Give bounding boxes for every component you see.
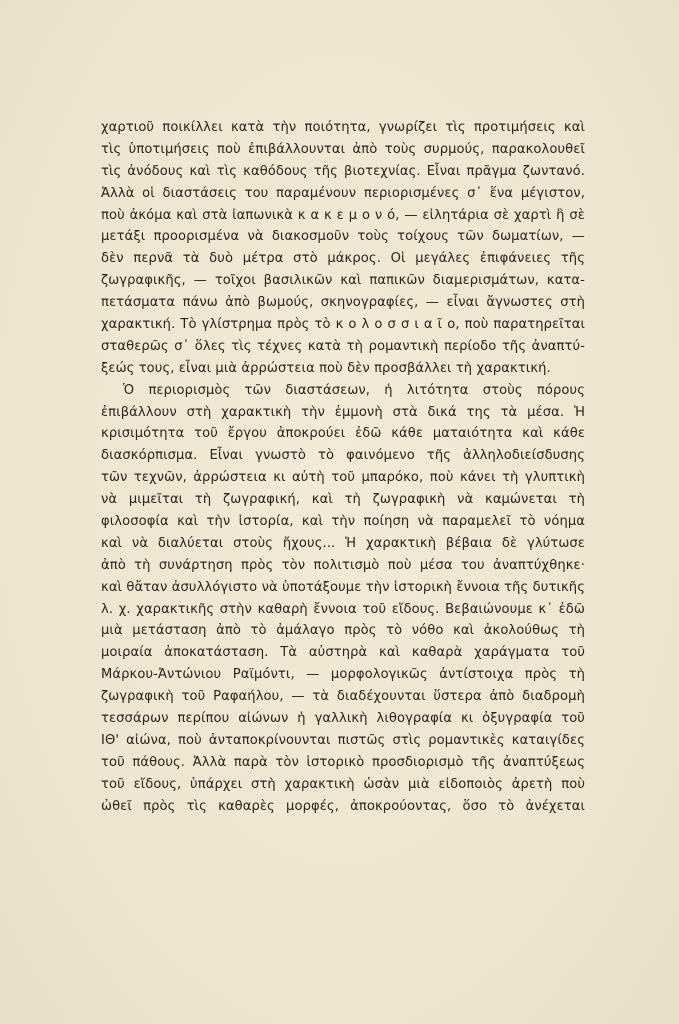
text-line: ζωγραφικῆς, — τοῖχοι βασιλικῶν καὶ παπικῶν διαμερισμάτων, κατα- bbox=[101, 273, 585, 289]
text-line: ΙΘ' αἰώνα, ποὺ ἀνταποκρίνουνται πιστῶς στὶς ρομαντικὲς καταιγίδες bbox=[101, 732, 585, 748]
text-line: Ἀλλὰ οἱ διαστάσεις του παραμένουν περιορισμένες σ᾿ ἕνα μέγιστον, bbox=[101, 185, 585, 201]
text-line: τὶς ἀνόδους καὶ τὶς καθόδους τῆς βιοτεχνίας. Εἶναι πρᾶγμα ζωντανό. bbox=[101, 163, 585, 179]
text-line: μοιραία ἀποκατάσταση. Τὰ αὐστηρὰ καὶ καθαρὰ χαράγματα τοῦ bbox=[101, 645, 585, 661]
text-line: μετάξι προορισμένα νὰ διακοσμοῦν τοὺς τοίχους τῶν δωματίων, — bbox=[101, 229, 585, 245]
body-text bbox=[101, 117, 585, 818]
text-line: τοῦ εἴδους, ὑπάρχει στὴ χαρακτικὴ ὡσὰν μιὰ εἰδοποιὸς ἀρετὴ ποὺ bbox=[101, 776, 585, 792]
text-line: Μάρκου-Ἀντώνιου Ραϊμόντι, — μορφολογικῶς ἀντίστοιχα πρὸς τὴ bbox=[101, 667, 585, 683]
text-line: ποὺ ἀκόμα καὶ στὰ ἰαπωνικὰ κ α κ ε μ ο ν ό, — εἰλητάρια σὲ χαρτὶ ἢ σὲ bbox=[101, 207, 585, 223]
text-line: Ὁ περιορισμὸς τῶν διαστάσεων, ἡ λιτότητα στοὺς πόρους bbox=[123, 382, 585, 398]
text-line: σταθερῶς σ᾿ ὅλες τὶς τέχνες κατὰ τὴ ρομαντικὴ περίοδο τῆς ἀναπτύ- bbox=[101, 338, 585, 354]
text-line: καὶ θἄταν ἀσυλλόγιστο νὰ ὑποτάξουμε τὴν ἱστορικὴ ἔννοια τῆς δυτικῆς bbox=[101, 579, 585, 595]
text-line: δὲν περνᾶ τὰ δυὸ μέτρα στὸ μάκρος. Οἱ μεγάλες ἐπιφάνειες τῆς bbox=[101, 251, 585, 267]
text-line: καὶ νὰ διαλύεται στοὺς ἤχους... Ἡ χαρακτικὴ βέβαια δὲ γλύτωσε bbox=[101, 535, 585, 551]
text-line: ἐπιβάλλουν στὴ χαρακτικὴ τὴν ἐμμονὴ στὰ δικά της τὰ μέσα. Ἡ bbox=[101, 404, 585, 420]
text-line: ὠθεῖ πρὸς τὶς καθαρὲς μορφές, ἀποκρούοντας, ὅσο τὸ ἀνέχεται bbox=[101, 798, 585, 814]
text-line: νὰ μιμεῖται τὴ ζωγραφική, καὶ τὴ ζωγραφικὴ νὰ καμώνεται τὴ bbox=[101, 492, 585, 508]
text-line: λ. χ. χαρακτικῆς στὴν καθαρὴ ἔννοια τοῦ εἴδους. Βεβαιώνουμε κ᾿ ἐδῶ bbox=[101, 601, 585, 617]
text-line: διασκόρπισμα. Εἶναι γνωστὸ τὸ φαινόμενο τῆς ἀλληλοδιείσδυσης bbox=[101, 448, 585, 464]
text-line: πετάσματα πάνω ἀπὸ βωμούς, σκηνογραφίες, — εἶναι ἄγνωστες στὴ bbox=[101, 295, 585, 311]
text-line: τὶς ὑποτιμήσεις ποὺ ἐπιβάλλουνται ἀπὸ τοὺς συρμούς, παρακολουθεῖ bbox=[101, 141, 585, 157]
text-line: χαρτιοῦ ποικίλλει κατὰ τὴν ποιότητα, γνωρίζει τὶς προτιμήσεις καὶ bbox=[101, 120, 585, 135]
text-line: κρισιμότητα τοῦ ἔργου ἀποκρούει ἐδῶ κάθε ματαιότητα καὶ κάθε bbox=[101, 426, 585, 442]
text-line: ζωγραφικὴ τοῦ Ραφαήλου, — τὰ διαδέχουνται ὕστερα ἀπὸ διαδρομὴ bbox=[101, 689, 585, 705]
text-line: χαρακτική. Τὸ γλίστρημα πρὸς τὸ κ ο λ ο σ σ ι α ῖ ο, ποὺ παρατηρεῖται bbox=[101, 317, 585, 333]
text-line: ἀπὸ τὴ συνάρτηση πρὸς τὸν πολιτισμὸ ποὺ μέσα του ἀναπτύχθηκε· bbox=[101, 557, 585, 573]
text-line: τεσσάρων περίπου αἰώνων ἡ γαλλικὴ λιθογραφία κι ὀξυγραφία τοῦ bbox=[101, 711, 585, 727]
text-line: ξεώς τους, εἶναι μιὰ ἀρρώστεια ποὺ δὲν προσβάλλει τὴ χαρακτική. bbox=[101, 360, 551, 376]
text-line: τοῦ πάθους. Ἀλλὰ παρὰ τὸν ἱστορικὸ προσδιορισμὸ τῆς ἀναπτύξεως bbox=[101, 754, 585, 770]
text-line: τῶν τεχνῶν, ἀρρώστεια κι αὐτὴ τοῦ μπαρόκο, ποὺ κάνει τὴ γλυπτικὴ bbox=[101, 470, 585, 486]
text-line: φιλοσοφία καὶ τὴν ἱστορία, καὶ τὴν ποίηση νὰ παραμελεῖ τὸ νόημα bbox=[101, 514, 585, 530]
text-line: μιὰ μετάσταση ἀπὸ τὸ ἀμάλαγο πρὸς τὸ νόθο καὶ ἀκολούθως τὴ bbox=[101, 623, 585, 639]
